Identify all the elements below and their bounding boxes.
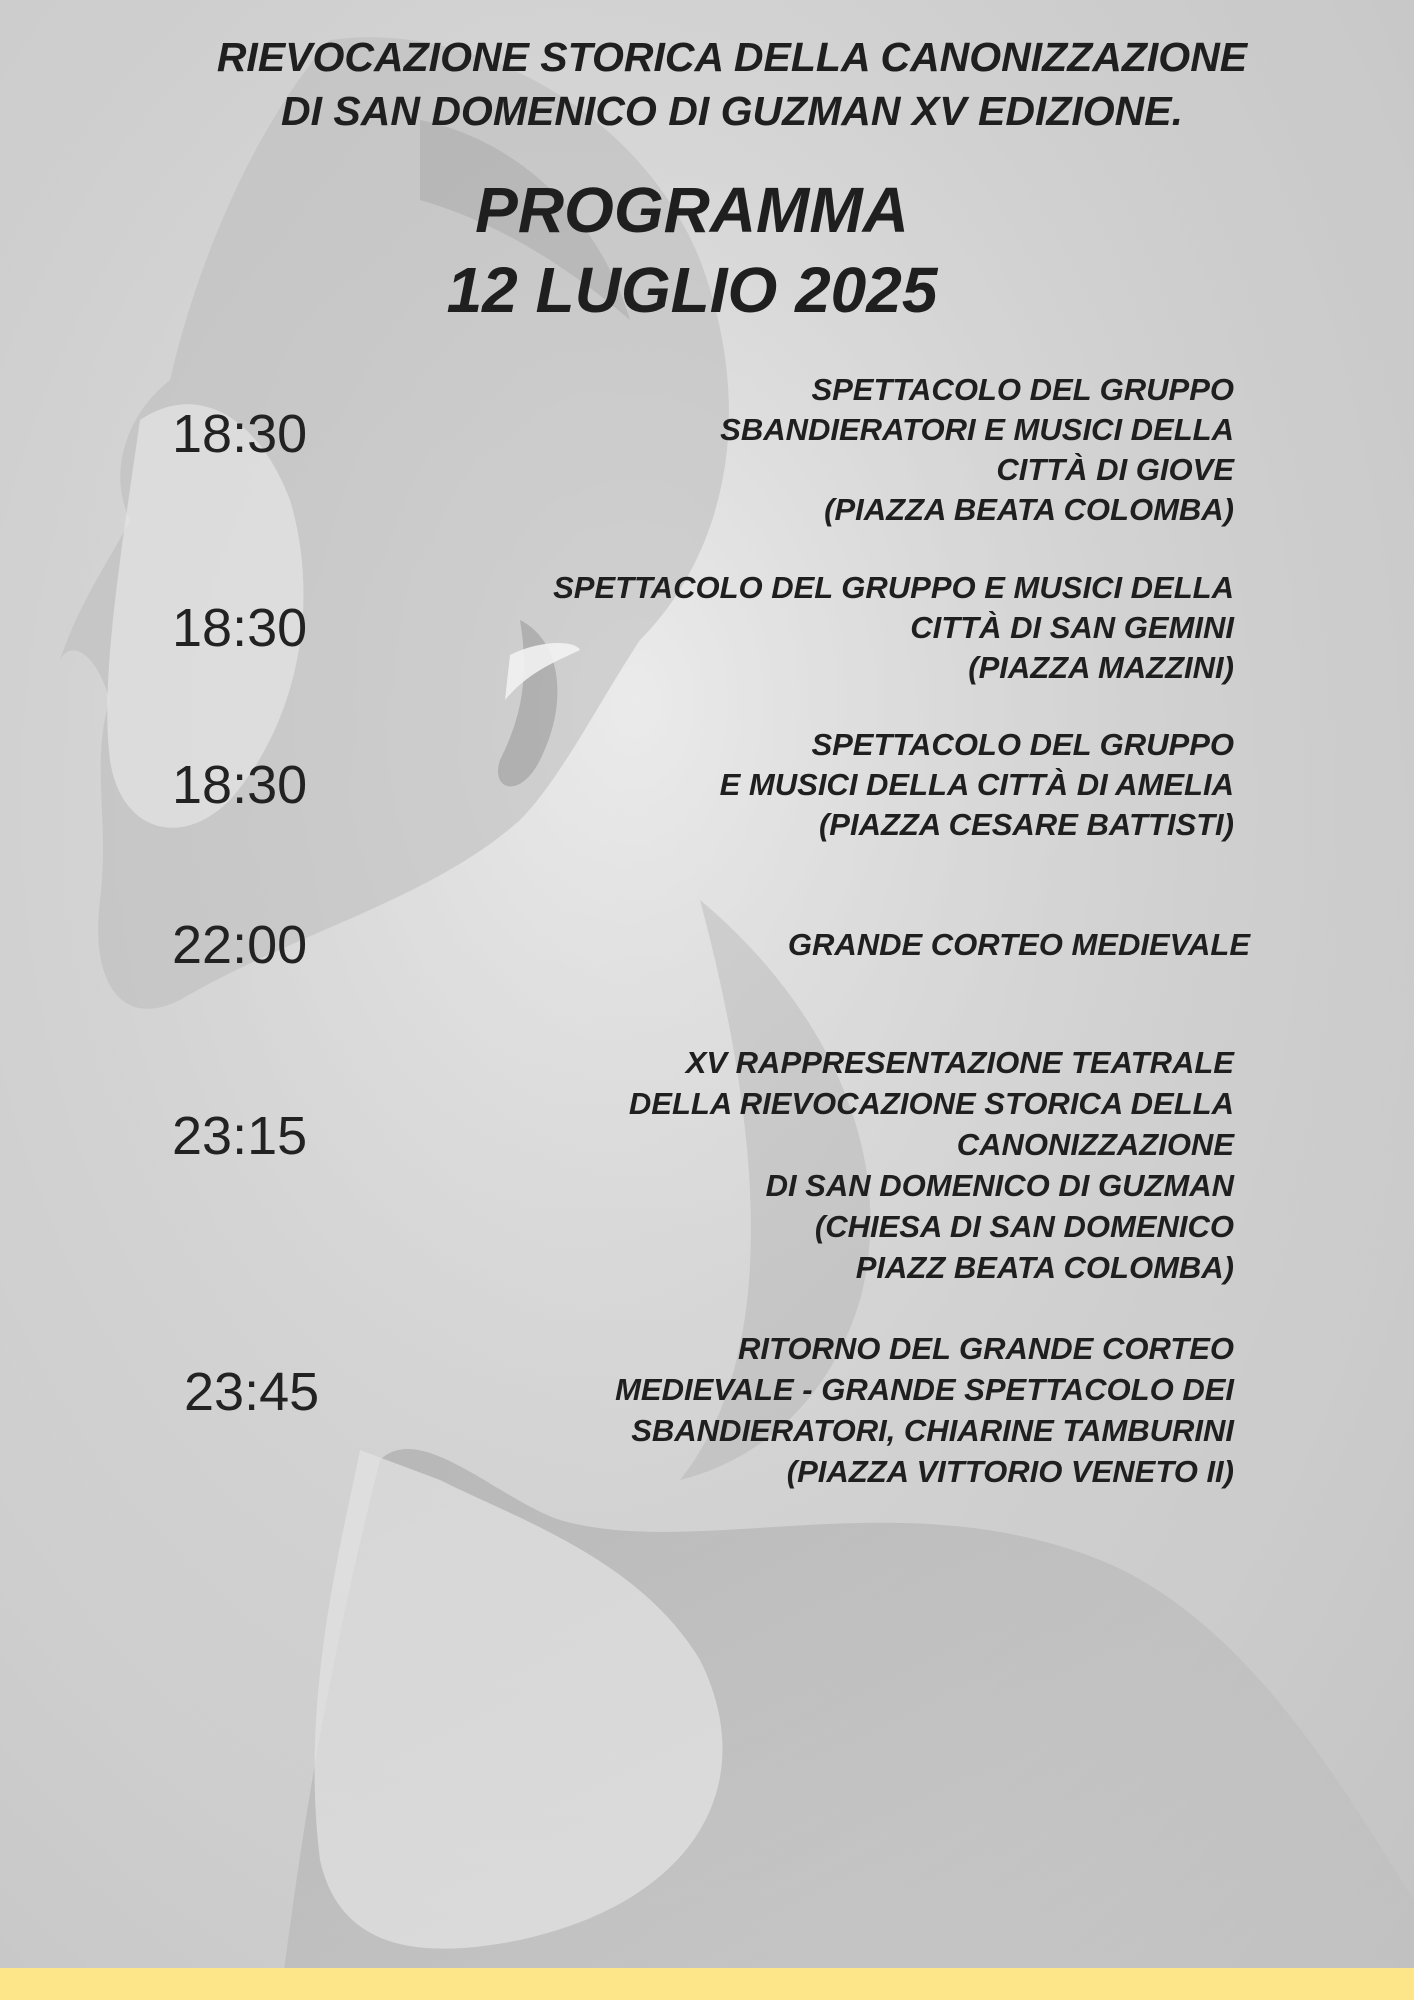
event-description-line: DI SAN DOMENICO DI GUZMAN	[765, 1168, 1234, 1203]
program-label: PROGRAMMA	[475, 174, 909, 246]
event-description-line: CITTÀ DI GIOVE	[996, 452, 1234, 487]
event-description	[490, 925, 1250, 965]
event-description	[474, 1042, 1234, 1288]
yellow-footer-bar	[0, 1968, 1414, 2000]
event-description-line: MEDIEVALE - GRANDE SPETTACOLO DEI	[615, 1372, 1234, 1407]
event-description-line: SBANDIERATORI, CHIARINE TAMBURINI	[631, 1413, 1234, 1448]
event-description-line: (PIAZZA VITTORIO VENETO II)	[786, 1454, 1234, 1489]
event-time: 18:30	[172, 598, 308, 658]
event-description-line: (PIAZZA CESARE BATTISTI)	[818, 807, 1234, 842]
event-description	[474, 370, 1234, 530]
event-description-line: RITORNO DEL GRANDE CORTEO	[737, 1331, 1234, 1366]
program-heading	[0, 170, 1414, 330]
event-description-line: (CHIESA DI SAN DOMENICO	[814, 1209, 1234, 1244]
program-date: 12 LUGLIO 2025	[446, 254, 938, 326]
event-subtitle-line-2: DI SAN DOMENICO DI GUZMAN XV EDIZIONE.	[280, 88, 1184, 134]
event-description-line: DELLA RIEVOCAZIONE STORICA DELLA	[628, 1086, 1234, 1121]
event-description	[474, 568, 1234, 688]
event-time: 23:15	[172, 1106, 308, 1166]
event-description-line: E MUSICI DELLA CITTÀ DI AMELIA	[719, 767, 1234, 802]
event-time: 23:45	[184, 1362, 320, 1422]
event-description-line: XV RAPPRESENTAZIONE TEATRALE	[685, 1045, 1234, 1080]
event-description	[474, 1328, 1234, 1492]
event-description	[474, 725, 1234, 845]
event-description-line: CANONIZZAZIONE	[956, 1127, 1234, 1162]
event-description-line: PIAZZ BEATA COLOMBA)	[855, 1250, 1234, 1285]
event-description-line: (PIAZZA BEATA COLOMBA)	[824, 492, 1234, 527]
event-description-line: CITTÀ DI SAN GEMINI	[910, 610, 1234, 645]
event-description-line: SPETTACOLO DEL GRUPPO E MUSICI DELLA	[553, 570, 1234, 605]
event-time: 22:00	[172, 915, 308, 975]
event-description-line: GRANDE CORTEO MEDIEVALE	[787, 927, 1250, 962]
event-description-line: SPETTACOLO DEL GRUPPO	[811, 372, 1234, 407]
poster-header	[0, 30, 1414, 138]
event-subtitle-line-1: RIEVOCAZIONE STORICA DELLA CANONIZZAZIONE	[216, 34, 1248, 80]
event-description-line: SPETTACOLO DEL GRUPPO	[811, 727, 1234, 762]
event-description-line: SBANDIERATORI E MUSICI DELLA	[720, 412, 1234, 447]
event-time: 18:30	[172, 755, 308, 815]
event-time: 18:30	[172, 404, 308, 464]
event-description-line: (PIAZZA MAZZINI)	[968, 650, 1234, 685]
